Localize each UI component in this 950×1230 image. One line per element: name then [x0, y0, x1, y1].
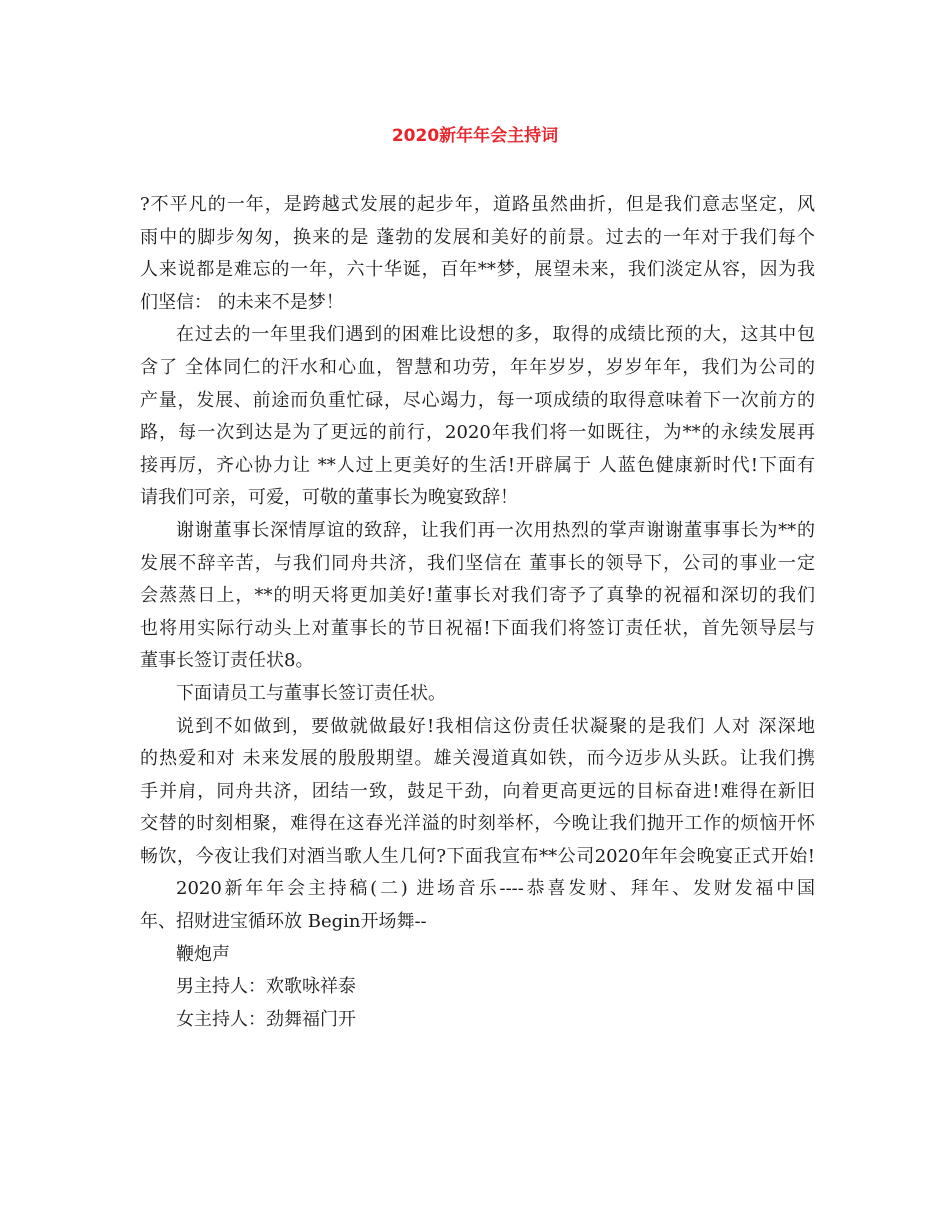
text-line: 鞭炮声: [176, 943, 230, 965]
text-line: 的热爱和对 未来发展的殷殷期望。雄关漫道真如铁，而今迈步从头跃。让我们携: [140, 748, 815, 770]
text-line: 年、招财进宝循环放 Begin开场舞--: [140, 911, 427, 933]
text-line: 请我们可亲，可爱，可敬的董事长为晚宴致辞！: [140, 487, 518, 509]
text-line: 含了 全体同仁的汗水和心血，智慧和功劳，年年岁岁，岁岁年年，我们为公司的: [140, 356, 815, 378]
text-line: 在过去的一年里我们遇到的困难比设想的多，取得的成绩比预的大，这其中包: [176, 324, 815, 346]
text-line: 2020新年年会主持稿(二) 进场音乐----恭喜发财、拜年、发财发福中国: [176, 878, 815, 900]
text-line: 畅饮，今夜让我们对酒当歌人生几何?下面我宣布**公司2020年年会晚宴正式开始!: [140, 845, 815, 867]
text-line: 谢谢董事长深情厚谊的致辞，让我们再一次用热烈的掌声谢谢董事事长为**的: [176, 519, 815, 541]
text-line: 雨中的脚步匆匆，换来的是 蓬勃的发展和美好的前景。过去的一年对于我们每个: [140, 226, 815, 248]
text-line: ?不平凡的一年，是跨越式发展的起步年，道路虽然曲折，但是我们意志坚定，风: [140, 194, 815, 215]
text-line: 接再厉，齐心协力让 **人过上更美好的生活!开辟属于 人蓝色健康新时代!下面有: [140, 454, 815, 476]
document-body: [140, 189, 815, 1036]
text-line: 产量，发展、前途而负重忙碌，尽心竭力，每一项成绩的取得意味着下一次前方的: [140, 389, 815, 411]
text-line: 手并肩，同舟共济，团结一致，鼓足干劲，向着更高更远的目标奋进!难得在新旧: [140, 780, 815, 802]
text-line: 路，每一次到达是为了更远的前行，2020年我们将一如既往，为**的永续发展再: [140, 422, 815, 444]
text-line: 女主持人：劲舞福门开: [176, 1008, 356, 1030]
document-title: 2020新年年会主持词: [391, 126, 559, 146]
text-line: 下面请员工与董事长签订责任状。: [176, 682, 446, 704]
text-line: 人来说都是难忘的一年，六十华诞，百年**梦，展望未来，我们淡定从容，因为我: [140, 259, 815, 281]
text-line: 交替的时刻相聚，难得在这春光洋溢的时刻举杯，今晚让我们抛开工作的烦恼开怀: [140, 813, 815, 835]
text-line: 也将用实际行动头上对董事长的节日祝福!下面我们将签订责任状，首先领导层与: [140, 617, 815, 639]
text-line: 男主持人：欢歌咏祥泰: [176, 976, 356, 998]
text-line: 发展不辞辛苦，与我们同舟共济，我们坚信在 董事长的领导下，公司的事业一定: [140, 552, 815, 574]
text-line: 们坚信： 的未来不是梦！: [140, 291, 344, 313]
text-line: 董事长签订责任状8。: [140, 650, 314, 672]
text-line: 说到不如做到，要做就做最好!我相信这份责任状凝聚的是我们 人对 深深地: [176, 715, 815, 737]
text-line: 会蒸蒸日上，**的明天将更加美好!董事长对我们寄予了真挚的祝福和深切的我们: [140, 585, 815, 607]
